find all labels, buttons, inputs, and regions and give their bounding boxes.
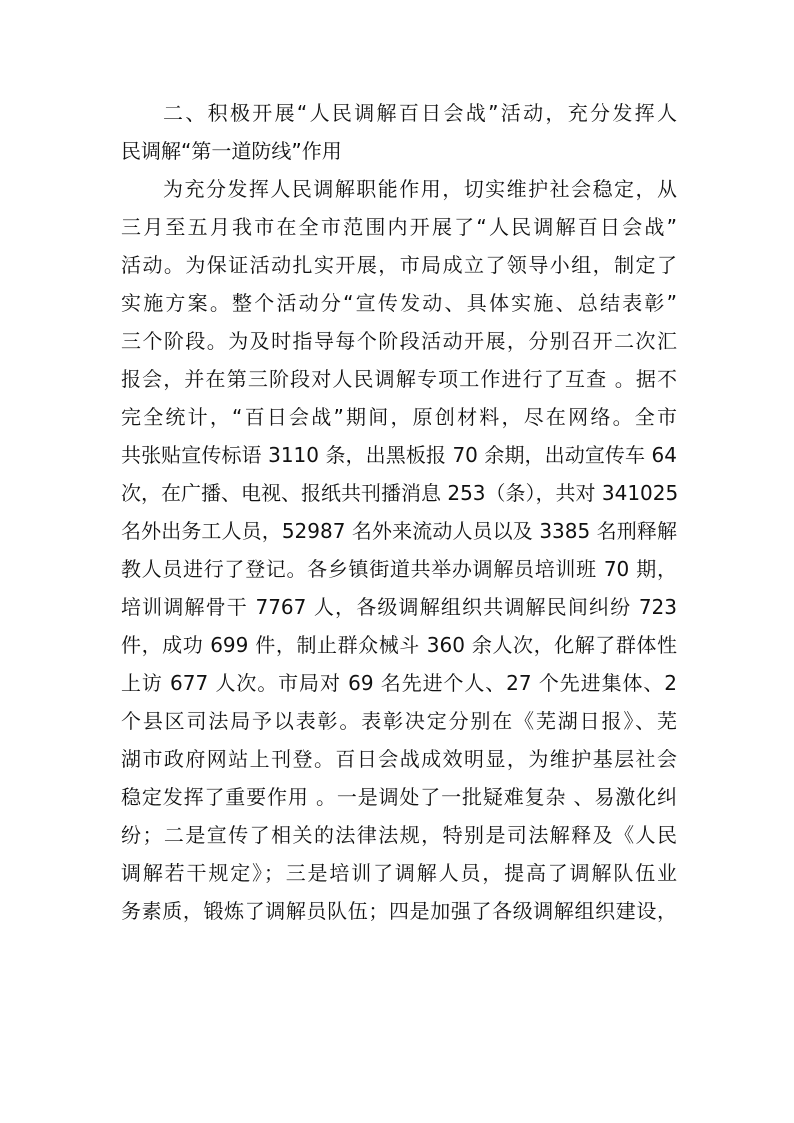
paragraph-line: 件，成功 699 件，制止群众械斗 360 余人次，化解了群体性	[121, 633, 677, 657]
paragraph-line: 三个阶段。为及时指导每个阶段活动开展，分别召开二次汇	[121, 329, 677, 353]
paragraph-line: 为充分发挥人民调解职能作用，切实维护社会稳定，从	[163, 177, 677, 201]
paragraph-line: 次，在广播、电视、报纸共刊播消息 253（条），共对 341025	[121, 481, 679, 505]
paragraph-line: 活动。为保证活动扎实开展，市局成立了领导小组，制定了	[121, 253, 677, 277]
paragraph-line: 报会，并在第三阶段对人民调解专项工作进行了互查 。据不	[121, 367, 677, 391]
paragraph-line: 务素质，锻炼了调解员队伍；四是加强了各级调解组织建设，	[121, 899, 677, 923]
paragraph-line: 纷；二是宣传了相关的法律法规，特别是司法解释及《人民	[121, 823, 677, 847]
paragraph-line: 上访 677 人次。市局对 69 名先进个人、27 个先进集体、2	[121, 671, 677, 695]
section-heading-line-2: 民调解“第一道防线”作用	[121, 139, 342, 163]
paragraph-line: 共张贴宣传标语 3110 条，出黑板报 70 余期，出动宣传车 64	[121, 443, 677, 467]
section-heading-line-1: 二、积极开展“人民调解百日会战”活动，充分发挥人	[163, 101, 677, 125]
paragraph-line: 湖市政府网站上刊登。百日会战成效明显，为维护基层社会	[121, 747, 677, 771]
paragraph-line: 名外出务工人员，52987 名外来流动人员以及 3385 名刑释解	[121, 519, 677, 543]
paragraph-line: 培训调解骨干 7767 人，各级调解组织共调解民间纠纷 723	[121, 595, 677, 619]
paragraph-line: 三月至五月我市在全市范围内开展了“人民调解百日会战”	[121, 215, 677, 239]
paragraph-line: 教人员进行了登记。各乡镇街道共举办调解员培训班 70 期，	[121, 557, 677, 581]
paragraph-line: 个县区司法局予以表彰。表彰决定分别在《芜湖日报》、芜	[121, 709, 677, 733]
paragraph-line: 稳定发挥了重要作用 。一是调处了一批疑难复杂 、易激化纠	[121, 785, 677, 809]
paragraph-line: 完全统计，“百日会战”期间，原创材料，尽在网络。全市	[121, 405, 677, 429]
document-body	[121, 94, 677, 930]
paragraph-line: 实施方案。整个活动分“宣传发动、具体实施、总结表彰”	[121, 291, 677, 315]
paragraph-line: 调解若干规定》；三是培训了调解人员，提高了调解队伍业	[121, 861, 677, 885]
